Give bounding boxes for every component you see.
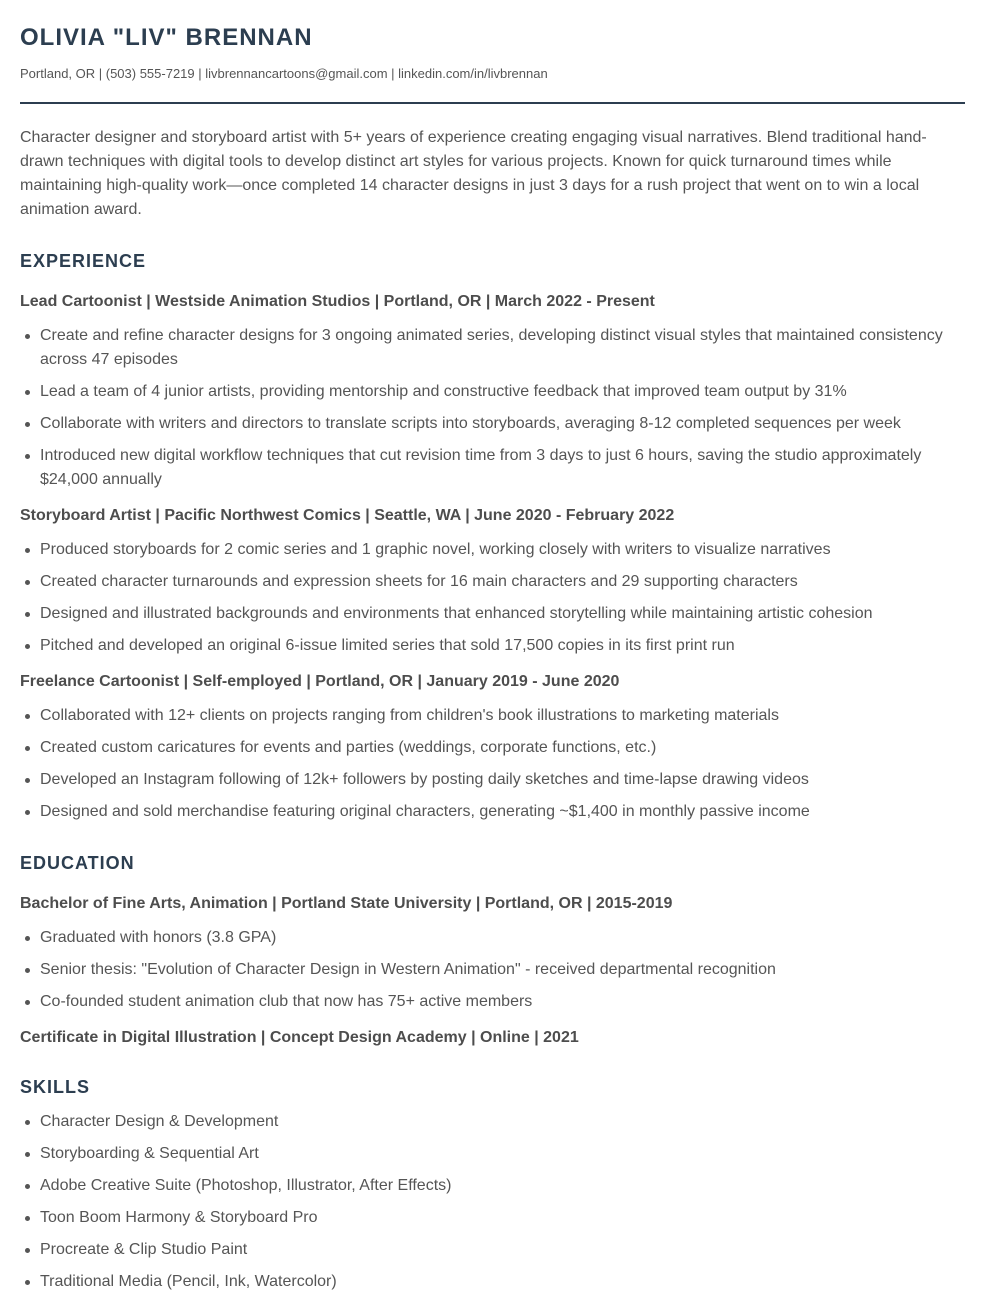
- job-heading: Freelance Cartoonist | Self-employed | Portland, OR | January 2019 - June 2020: [20, 673, 620, 690]
- header-divider: [20, 102, 965, 104]
- bullet-item: [20, 634, 965, 658]
- bullet-text: Graduated with honors (3.8 GPA): [40, 929, 277, 946]
- bullet-item: [20, 444, 965, 492]
- bullet-item: [20, 926, 965, 950]
- bullet-text: Created custom caricatures for events and parties (weddings, corporate functions, etc.): [40, 739, 657, 756]
- bullet-icon: [25, 746, 30, 751]
- bullet-icon: [25, 454, 30, 459]
- bullet-icon: [25, 1184, 30, 1189]
- bullet-item: [20, 538, 965, 562]
- job-heading: Storyboard Artist | Pacific Northwest Comics | Seattle, WA | June 2020 - February 2022: [20, 507, 675, 524]
- bullet-item: [20, 958, 965, 982]
- section-title-experience: EXPERIENCE: [20, 251, 147, 271]
- skill-item: [20, 1206, 965, 1230]
- bullet-text: Collaborated with 12+ clients on projects ranging from children's book illustrations to marketing materials: [40, 707, 779, 724]
- bullet-icon: [25, 778, 30, 783]
- job-entry: [20, 672, 965, 824]
- bullet-icon: [25, 1152, 30, 1157]
- professional-summary: Character designer and storyboard artist with 5+ years of experience creating engaging visual narratives. Blend traditional hand-drawn techniques with digital tools to develop distinct art styles for various projects. Known for quick turnaround times while maintaining high-quality work—once completed 14 character designs in just 3 days for a rush project that went on to win a local animation award.: [20, 129, 927, 218]
- bullet-icon: [25, 936, 30, 941]
- section-title-education: EDUCATION: [20, 853, 135, 873]
- bullet-text: Create and refine character designs for 3 ongoing animated series, developing distinct visual styles that maintained consistency across 47 episodes: [40, 327, 943, 368]
- bullet-text: Pitched and developed an original 6-issue limited series that sold 17,500 copies in its first print run: [40, 637, 735, 654]
- bullet-text: Designed and illustrated backgrounds and environments that enhanced storytelling while maintaining artistic cohesion: [40, 605, 873, 622]
- bullet-icon: [25, 580, 30, 585]
- skill-text: Toon Boom Harmony & Storyboard Pro: [40, 1209, 318, 1226]
- resume-header: [20, 0, 965, 104]
- bullet-icon: [25, 644, 30, 649]
- bullet-text: Introduced new digital workflow techniques that cut revision time from 3 days to just 6 hours, saving the studio approximately $24,000 annually: [40, 447, 922, 488]
- bullet-icon: [25, 810, 30, 815]
- education-entry: [20, 1028, 965, 1048]
- education-heading: Bachelor of Fine Arts, Animation | Portland State University | Portland, OR | 2015-2019: [20, 895, 673, 912]
- contact-info: Portland, OR | (503) 555-7219 | livbrennancartoons@gmail.com | linkedin.com/in/livbrennan: [20, 66, 548, 81]
- skills-section: [20, 1076, 965, 1294]
- bullet-text: Senior thesis: "Evolution of Character Design in Western Animation" - received departmental recognition: [40, 961, 776, 978]
- bullet-item: [20, 324, 965, 372]
- bullet-text: Co-founded student animation club that now has 75+ active members: [40, 993, 533, 1010]
- bullet-icon: [25, 714, 30, 719]
- bullet-item: [20, 380, 965, 404]
- bullet-text: Developed an Instagram following of 12k+ followers by posting daily sketches and time-lapse drawing videos: [40, 771, 809, 788]
- bullet-item: [20, 990, 965, 1014]
- skill-text: Storyboarding & Sequential Art: [40, 1145, 259, 1162]
- bullet-item: [20, 800, 965, 824]
- bullet-icon: [25, 334, 30, 339]
- candidate-name: OLIVIA "LIV" BRENNAN: [20, 24, 313, 51]
- skill-text: Traditional Media (Pencil, Ink, Watercolor): [40, 1273, 337, 1290]
- education-heading: Certificate in Digital Illustration | Concept Design Academy | Online | 2021: [20, 1029, 579, 1046]
- bullet-item: [20, 768, 965, 792]
- bullet-item: [20, 570, 965, 594]
- education-entry: [20, 894, 965, 1014]
- bullet-text: Produced storyboards for 2 comic series and 1 graphic novel, working closely with writers to visualize narratives: [40, 541, 831, 558]
- bullet-icon: [25, 1120, 30, 1125]
- education-section: [20, 852, 965, 1048]
- skills-list: [20, 1110, 965, 1294]
- job-bullets: [20, 324, 965, 492]
- skill-item: [20, 1110, 965, 1134]
- skill-item: [20, 1238, 965, 1262]
- education-bullets: [20, 926, 965, 1014]
- bullet-icon: [25, 548, 30, 553]
- skill-item: [20, 1142, 965, 1166]
- bullet-text: Collaborate with writers and directors to translate scripts into storyboards, averaging 8-12 completed sequences per week: [40, 415, 901, 432]
- skill-item: [20, 1174, 965, 1198]
- skill-text: Character Design & Development: [40, 1113, 279, 1130]
- bullet-icon: [25, 1000, 30, 1005]
- job-bullets: [20, 538, 965, 658]
- bullet-item: [20, 412, 965, 436]
- job-entry: [20, 292, 965, 492]
- bullet-icon: [25, 1248, 30, 1253]
- job-bullets: [20, 704, 965, 824]
- bullet-icon: [25, 612, 30, 617]
- bullet-item: [20, 736, 965, 760]
- bullet-icon: [25, 1216, 30, 1221]
- skill-text: Procreate & Clip Studio Paint: [40, 1241, 248, 1258]
- section-title-skills: SKILLS: [20, 1077, 91, 1097]
- bullet-text: Lead a team of 4 junior artists, providing mentorship and constructive feedback that improved team output by 31%: [40, 383, 847, 400]
- bullet-icon: [25, 390, 30, 395]
- experience-section: [20, 250, 965, 824]
- skill-text: Adobe Creative Suite (Photoshop, Illustrator, After Effects): [40, 1177, 452, 1194]
- bullet-item: [20, 704, 965, 728]
- bullet-icon: [25, 422, 30, 427]
- job-entry: [20, 506, 965, 658]
- skill-item: [20, 1270, 965, 1294]
- bullet-item: [20, 602, 965, 626]
- bullet-icon: [25, 1280, 30, 1285]
- bullet-icon: [25, 968, 30, 973]
- bullet-text: Designed and sold merchandise featuring original characters, generating ~$1,400 in monthly passive income: [40, 803, 810, 820]
- job-heading: Lead Cartoonist | Westside Animation Studios | Portland, OR | March 2022 - Present: [20, 293, 655, 310]
- bullet-text: Created character turnarounds and expression sheets for 16 main characters and 29 supporting characters: [40, 573, 798, 590]
